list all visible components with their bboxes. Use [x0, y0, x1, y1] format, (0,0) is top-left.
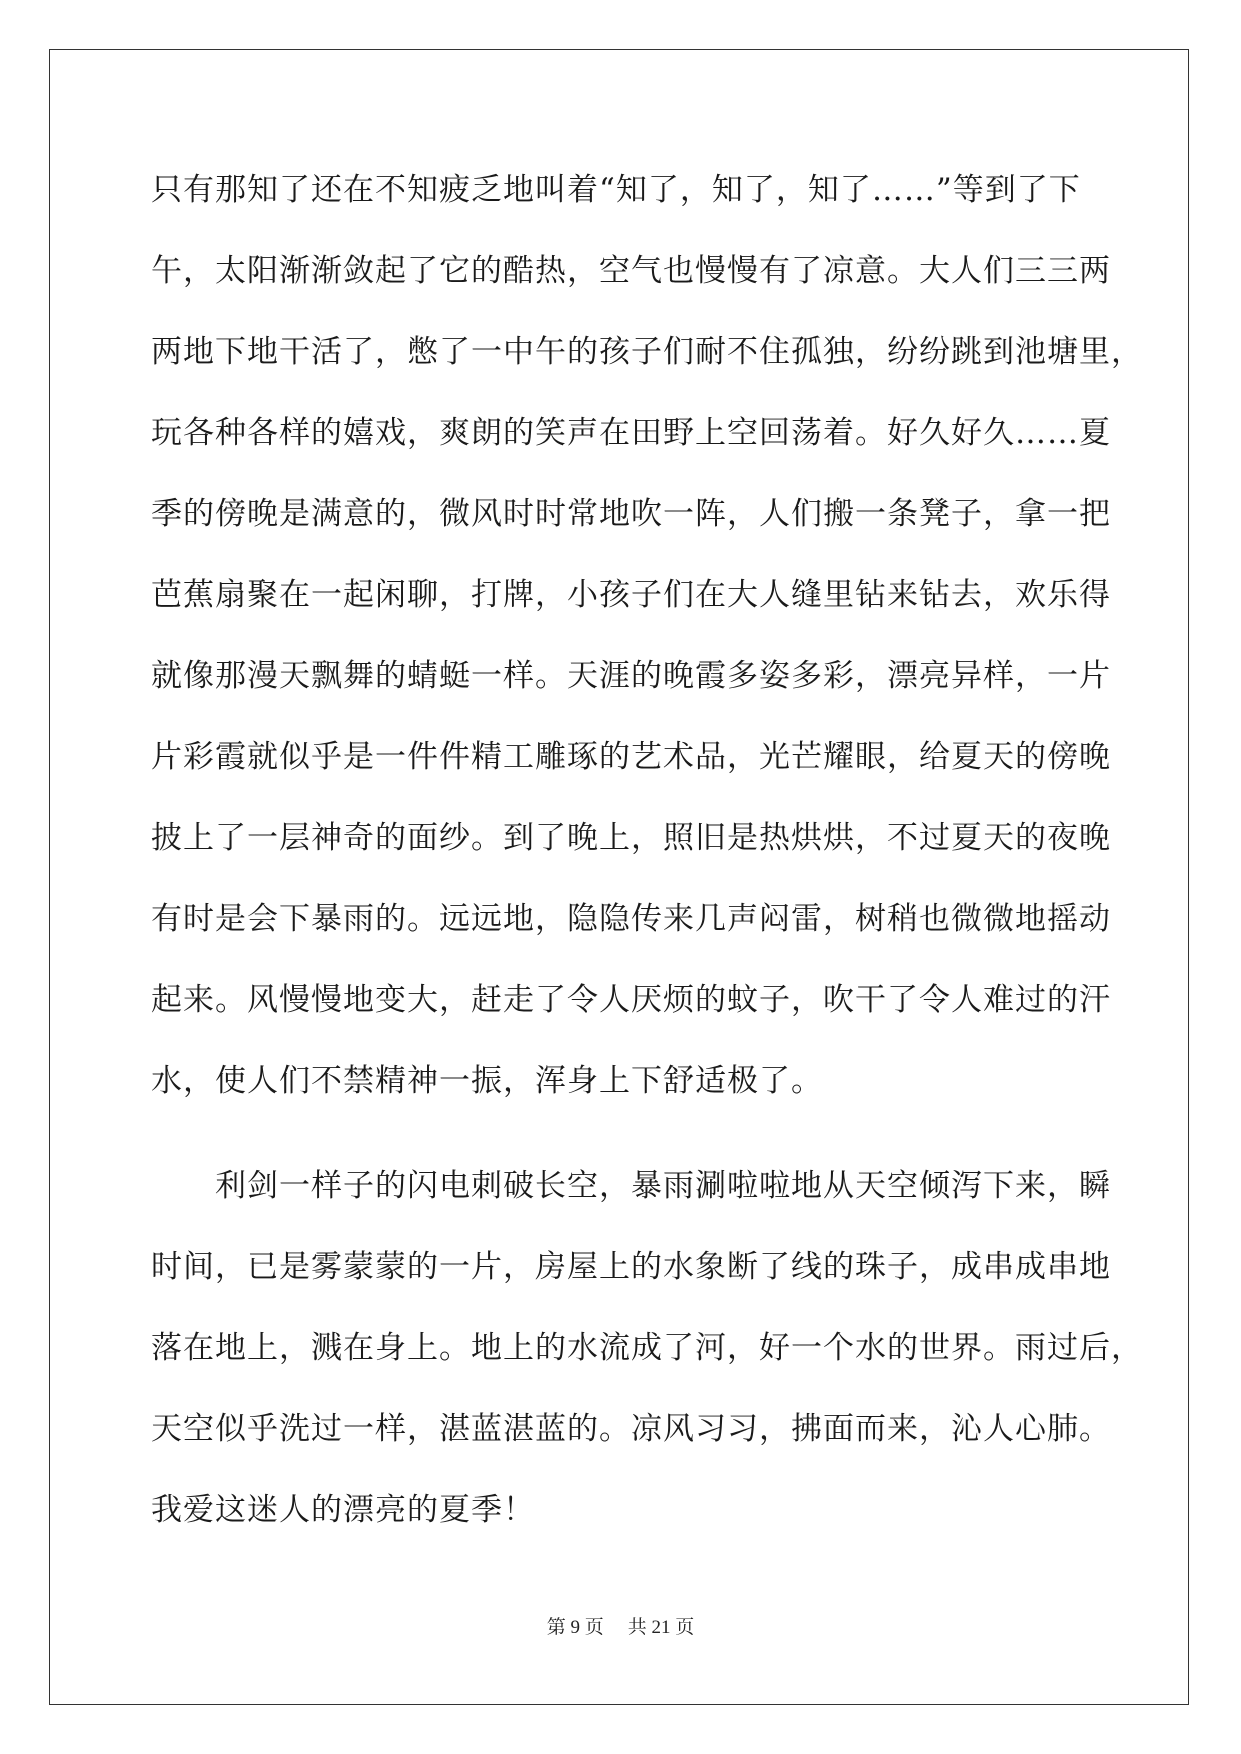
- text-line: 午，太阳渐渐敛起了它的酷热，空气也慢慢有了凉意。大人们三三两: [151, 253, 1111, 289]
- text-line: 披上了一层神奇的面纱。到了晚上，照旧是热烘烘，不过夏天的夜晚: [151, 820, 1111, 856]
- text-line: 利剑一样子的闪电刺破长空，暴雨涮啦啦地从天空倾泻下来，瞬: [151, 1168, 1111, 1204]
- text-line: 季的傍晚是满意的，微风时时常地吹一阵，人们搬一条凳子，拿一把: [151, 496, 1111, 532]
- paragraph-1: [151, 150, 1143, 1122]
- text-line: 时间，已是雾蒙蒙的一片，房屋上的水象断了线的珠子，成串成串地: [151, 1249, 1111, 1285]
- text-line: 玩各种各样的嬉戏，爽朗的笑声在田野上空回荡着。好久好久……夏: [151, 415, 1111, 451]
- text-line: 水，使人们不禁精神一振，浑身上下舒适极了。: [151, 1063, 823, 1099]
- paragraph-spacer: [151, 1122, 1111, 1146]
- text-line: 天空似乎洗过一样，湛蓝湛蓝的。凉风习习，拂面而来，沁人心肺。: [151, 1411, 1111, 1447]
- text-line: 落在地上，溅在身上。地上的水流成了河，好一个水的世界。雨过后，: [151, 1330, 1143, 1366]
- paragraph-2: [151, 1146, 1143, 1551]
- text-line: 起来。风慢慢地变大，赶走了令人厌烦的蚊子，吹干了令人难过的汗: [151, 982, 1111, 1018]
- page-number: 第 9 页: [546, 1617, 604, 1638]
- text-line: 片彩霞就似乎是一件件精工雕琢的艺术品，光芒耀眼，给夏天的傍晚: [151, 739, 1111, 775]
- text-line: 芭蕉扇聚在一起闲聊，打牌，小孩子们在大人缝里钻来钻去，欢乐得: [151, 577, 1111, 613]
- text-line: 只有那知了还在不知疲乏地叫着“知了，知了，知了……”等到了下: [151, 172, 1081, 208]
- text-line: 有时是会下暴雨的。远远地，隐隐传来几声闷雷，树稍也微微地摇动: [151, 901, 1111, 937]
- page-footer: [0, 1612, 1241, 1639]
- essay-body: [151, 150, 1143, 1551]
- total-pages: 共 21 页: [627, 1617, 695, 1638]
- text-line: 就像那漫天飘舞的蜻蜓一样。天涯的晚霞多姿多彩，漂亮异样，一片: [151, 658, 1111, 694]
- text-line: 两地下地干活了，憋了一中午的孩子们耐不住孤独，纷纷跳到池塘里，: [151, 334, 1143, 370]
- text-line: 我爱这迷人的漂亮的夏季！: [151, 1492, 535, 1528]
